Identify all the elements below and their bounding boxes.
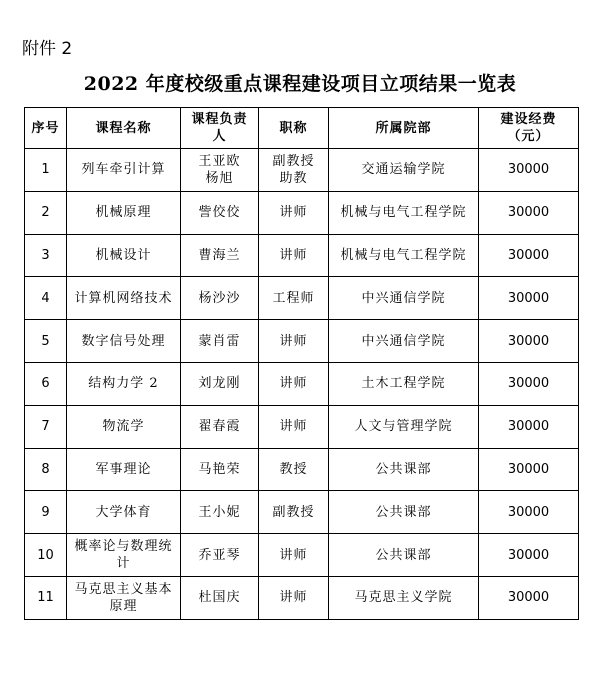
table-row bbox=[25, 277, 579, 320]
cell-fund: 30000 bbox=[479, 448, 579, 491]
cell-rank: 讲师 bbox=[259, 576, 329, 619]
table-row bbox=[25, 191, 579, 234]
cell-course: 数字信号处理 bbox=[67, 320, 181, 363]
table-row bbox=[25, 491, 579, 534]
header-dept: 所属院部 bbox=[329, 108, 479, 149]
cell-no: 11 bbox=[25, 576, 67, 619]
cell-rank: 讲师 bbox=[259, 234, 329, 277]
header-course: 课程名称 bbox=[67, 108, 181, 149]
cell-fund: 30000 bbox=[479, 234, 579, 277]
cell-rank: 讲师 bbox=[259, 191, 329, 234]
cell-dept: 公共课部 bbox=[329, 448, 479, 491]
cell-course: 结构力学 2 bbox=[67, 362, 181, 405]
cell-rank: 副教授 bbox=[259, 491, 329, 534]
header-no: 序号 bbox=[25, 108, 67, 149]
cell-no: 5 bbox=[25, 320, 67, 363]
cell-dept: 中兴通信学院 bbox=[329, 320, 479, 363]
cell-course: 概率论与数理统计 bbox=[67, 534, 181, 577]
cell-course: 马克思主义基本原理 bbox=[67, 576, 181, 619]
cell-no: 8 bbox=[25, 448, 67, 491]
attachment-label: 附件 2 bbox=[22, 39, 73, 59]
cell-rank: 讲师 bbox=[259, 362, 329, 405]
cell-no: 2 bbox=[25, 191, 67, 234]
table-row bbox=[25, 405, 579, 448]
cell-dept: 机械与电气工程学院 bbox=[329, 191, 479, 234]
cell-rank: 讲师 bbox=[259, 320, 329, 363]
cell-no: 10 bbox=[25, 534, 67, 577]
table-row bbox=[25, 534, 579, 577]
cell-leader: 杨沙沙 bbox=[181, 277, 259, 320]
cell-leader: 蒙肖雷 bbox=[181, 320, 259, 363]
cell-fund: 30000 bbox=[479, 576, 579, 619]
table-row bbox=[25, 576, 579, 619]
cell-fund: 30000 bbox=[479, 534, 579, 577]
cell-rank: 教授 bbox=[259, 448, 329, 491]
table-row bbox=[25, 448, 579, 491]
cell-course: 大学体育 bbox=[67, 491, 181, 534]
header-fund: 建设经费（元） bbox=[479, 108, 579, 149]
cell-fund: 30000 bbox=[479, 362, 579, 405]
cell-dept: 机械与电气工程学院 bbox=[329, 234, 479, 277]
cell-leader: 乔亚琴 bbox=[181, 534, 259, 577]
cell-leader: 王小妮 bbox=[181, 491, 259, 534]
header-rank: 职称 bbox=[259, 108, 329, 149]
cell-rank: 副教授 助教 bbox=[259, 149, 329, 192]
header-leader: 课程负责人 bbox=[181, 108, 259, 149]
cell-rank: 讲师 bbox=[259, 405, 329, 448]
cell-leader: 马艳荣 bbox=[181, 448, 259, 491]
table-row bbox=[25, 320, 579, 363]
page-title: 2022 年度校级重点课程建设项目立项结果一览表 bbox=[83, 73, 517, 95]
table-row bbox=[25, 149, 579, 192]
cell-course: 列车牵引计算 bbox=[67, 149, 181, 192]
cell-dept: 交通运输学院 bbox=[329, 149, 479, 192]
cell-course: 军事理论 bbox=[67, 448, 181, 491]
cell-leader: 杜国庆 bbox=[181, 576, 259, 619]
cell-course: 机械原理 bbox=[67, 191, 181, 234]
cell-no: 4 bbox=[25, 277, 67, 320]
cell-no: 7 bbox=[25, 405, 67, 448]
cell-fund: 30000 bbox=[479, 149, 579, 192]
cell-rank: 讲师 bbox=[259, 534, 329, 577]
cell-no: 9 bbox=[25, 491, 67, 534]
table-row bbox=[25, 234, 579, 277]
cell-dept: 公共课部 bbox=[329, 534, 479, 577]
cell-dept: 公共课部 bbox=[329, 491, 479, 534]
cell-course: 物流学 bbox=[67, 405, 181, 448]
project-table bbox=[24, 107, 579, 620]
cell-dept: 中兴通信学院 bbox=[329, 277, 479, 320]
cell-course: 机械设计 bbox=[67, 234, 181, 277]
cell-leader: 訾佼佼 bbox=[181, 191, 259, 234]
cell-leader: 刘龙刚 bbox=[181, 362, 259, 405]
cell-dept: 马克思主义学院 bbox=[329, 576, 479, 619]
cell-leader: 翟春霞 bbox=[181, 405, 259, 448]
cell-course: 计算机网络技术 bbox=[67, 277, 181, 320]
cell-leader: 曹海兰 bbox=[181, 234, 259, 277]
cell-no: 6 bbox=[25, 362, 67, 405]
cell-no: 1 bbox=[25, 149, 67, 192]
cell-fund: 30000 bbox=[479, 405, 579, 448]
cell-dept: 土木工程学院 bbox=[329, 362, 479, 405]
cell-fund: 30000 bbox=[479, 277, 579, 320]
table-header-row bbox=[25, 108, 579, 149]
cell-fund: 30000 bbox=[479, 191, 579, 234]
cell-fund: 30000 bbox=[479, 320, 579, 363]
cell-rank: 工程师 bbox=[259, 277, 329, 320]
cell-leader: 王亚欧 杨旭 bbox=[181, 149, 259, 192]
cell-dept: 人文与管理学院 bbox=[329, 405, 479, 448]
cell-fund: 30000 bbox=[479, 491, 579, 534]
table-row bbox=[25, 362, 579, 405]
cell-no: 3 bbox=[25, 234, 67, 277]
